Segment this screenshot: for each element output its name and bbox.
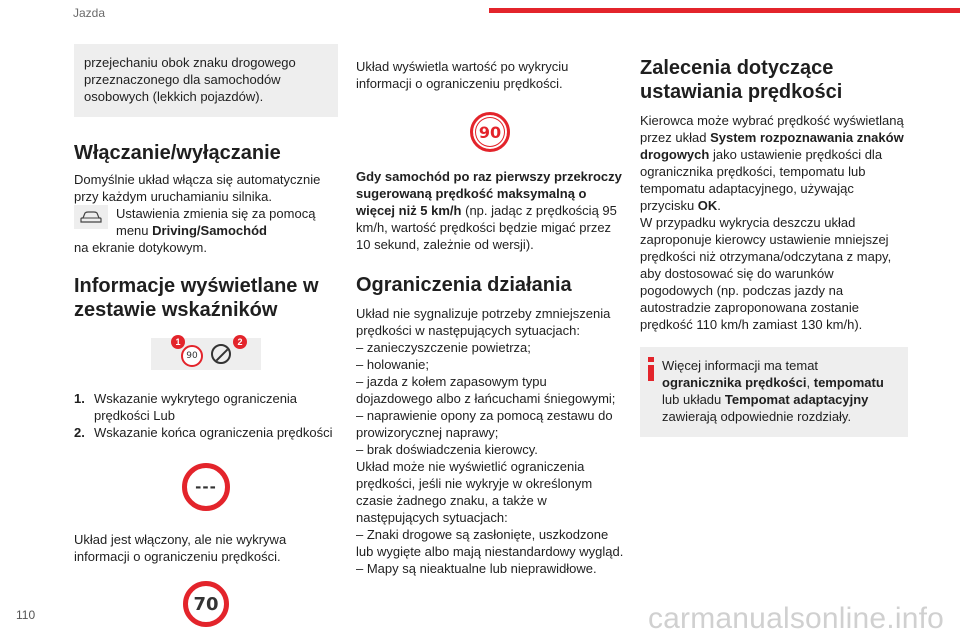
settings-row — [74, 205, 338, 239]
heading-on-off: Włączanie/wyłączanie — [74, 142, 281, 164]
info-box — [640, 347, 908, 437]
paragraph-default-on: Domyślnie układ włącza się automatycznie przy każdym uruchamianiu silnika. — [74, 172, 321, 204]
system-name: System rozpoznawania znaków drogowych — [640, 130, 904, 162]
paragraph-exceed-speed — [356, 168, 624, 253]
page-number: 110 — [16, 608, 36, 622]
heading-limitations: Ograniczenia działania — [356, 274, 572, 296]
continuation-text: przejechaniu obok znaku drogowego przeznaczonego dla samochodów osobowych (lekkich pojazdów). — [84, 55, 296, 104]
legend-list — [74, 390, 338, 441]
speed-limit-90-sign: 90 — [470, 112, 510, 152]
exceed-speed-bold: Gdy samochód po raz pierwszy przekroczy sugerowaną prędkość maksymalną o więcej niż 5 km/h — [356, 169, 622, 218]
heading-cluster-info: Informacje wyświetlane w zestawie wskaźników — [74, 275, 319, 321]
list-item: – holowanie; — [356, 357, 429, 372]
limitation-list-1 — [356, 339, 624, 458]
paragraph-displays-value: Układ wyświetla wartość po wykryciu informacji o ograniczeniu prędkości. — [356, 59, 569, 91]
paragraph-may-not-display: Układ może nie wyświetlić ograniczenia prędkości, jeśli nie wykryje w określonym czasie żadnego znaku, a także w następujących sytuacjach: — [356, 459, 593, 525]
list-item: – jazda z kołem zapasowym typu dojazdowego albo z łańcuchami śniegowymi; — [356, 374, 616, 406]
list-item: – brak doświadczenia kierowcy. — [356, 442, 538, 457]
watermark: carmanualsonline.info — [647, 602, 944, 635]
speed-limit-70-sign: 70 — [183, 581, 229, 627]
cluster-speed-sign: 90 — [181, 345, 203, 367]
heading-speed-recommendations: Zalecenia dotyczące ustawiania prędkości — [640, 57, 843, 103]
column-right — [640, 44, 908, 437]
column-middle — [356, 44, 624, 577]
callout-badge-1: 1 — [171, 335, 185, 349]
list-item: 1. Wskazanie wykrytego ograniczenia prędkości Lub — [74, 391, 298, 423]
info-text: Więcej informacji ma temat ogranicznika prędkości, tempomatu lub układu Tempomat adaptacyjny zawierają odpowiednie rozdziały. — [662, 358, 884, 424]
column-left — [74, 44, 338, 627]
settings-text-after: na ekranie dotykowym. — [74, 240, 207, 255]
list-item: 2. Wskazanie końca ograniczenia prędkości — [74, 425, 333, 440]
end-limit-icon — [211, 344, 231, 364]
list-item: – zanieczyszczenie powietrza; — [356, 340, 531, 355]
paragraph-not-detected: Układ jest włączony, ale nie wykrywa informacji o ograniczeniu prędkości. — [74, 532, 287, 564]
list-item: – naprawienie opony za pomocą zestawu do prowizorycznej naprawy; — [356, 408, 613, 440]
cluster-illustration — [151, 338, 261, 370]
continuation-box — [74, 44, 338, 117]
callout-badge-2: 2 — [233, 335, 247, 349]
exceed-speed-detail: (np. jadąc z prędkością 95 km/h, wartość prędkości będzie migać przez 10 sekund, zależnie od wersji). — [356, 203, 617, 252]
limitation-list-2 — [356, 526, 624, 577]
car-menu-icon — [74, 205, 108, 229]
info-icon — [648, 357, 654, 381]
list-item: – Mapy są nieaktualne lub nieprawidłowe. — [356, 561, 597, 576]
settings-text — [116, 205, 338, 239]
list-item: – Znaki drogowe są zasłonięte, uszkodzone lub wygięte albo mają niestandardowy wygląd. — [356, 527, 624, 559]
no-limit-sign: --- — [182, 463, 230, 511]
header-section-title: Jazda — [73, 6, 106, 20]
paragraph-no-signal: Układ nie sygnalizuje potrzeby zmniejszenia prędkości w następujących sytuacjach: — [356, 306, 611, 338]
header-accent-bar — [489, 8, 960, 13]
settings-text-before: Ustawienia zmienia się za pomocą menu — [116, 206, 316, 238]
settings-menu-name: Driving/Samochód — [152, 223, 267, 238]
paragraph-driver-choose: Kierowca może wybrać prędkość wyświetlaną przez układ System rozpoznawania znaków drogowych jako ustawienie prędkości dla ogranicznika prędkości, tempomatu lub tempomatu adaptacyjnego, używając przycisku OK. — [640, 113, 904, 213]
ok-button-label: OK — [697, 198, 718, 213]
paragraph-rain: W przypadku wykrycia deszczu układ zaproponuje kierowcy ustawienie mniejszej prędkości niż otrzymana/odczytana z mapy, aby dostosować się do warunków pogodowych (np. podczas jazdy na autostradzie zaproponowana zostanie prędkość 110 km/h zamiast 130 km/h). — [640, 215, 892, 332]
